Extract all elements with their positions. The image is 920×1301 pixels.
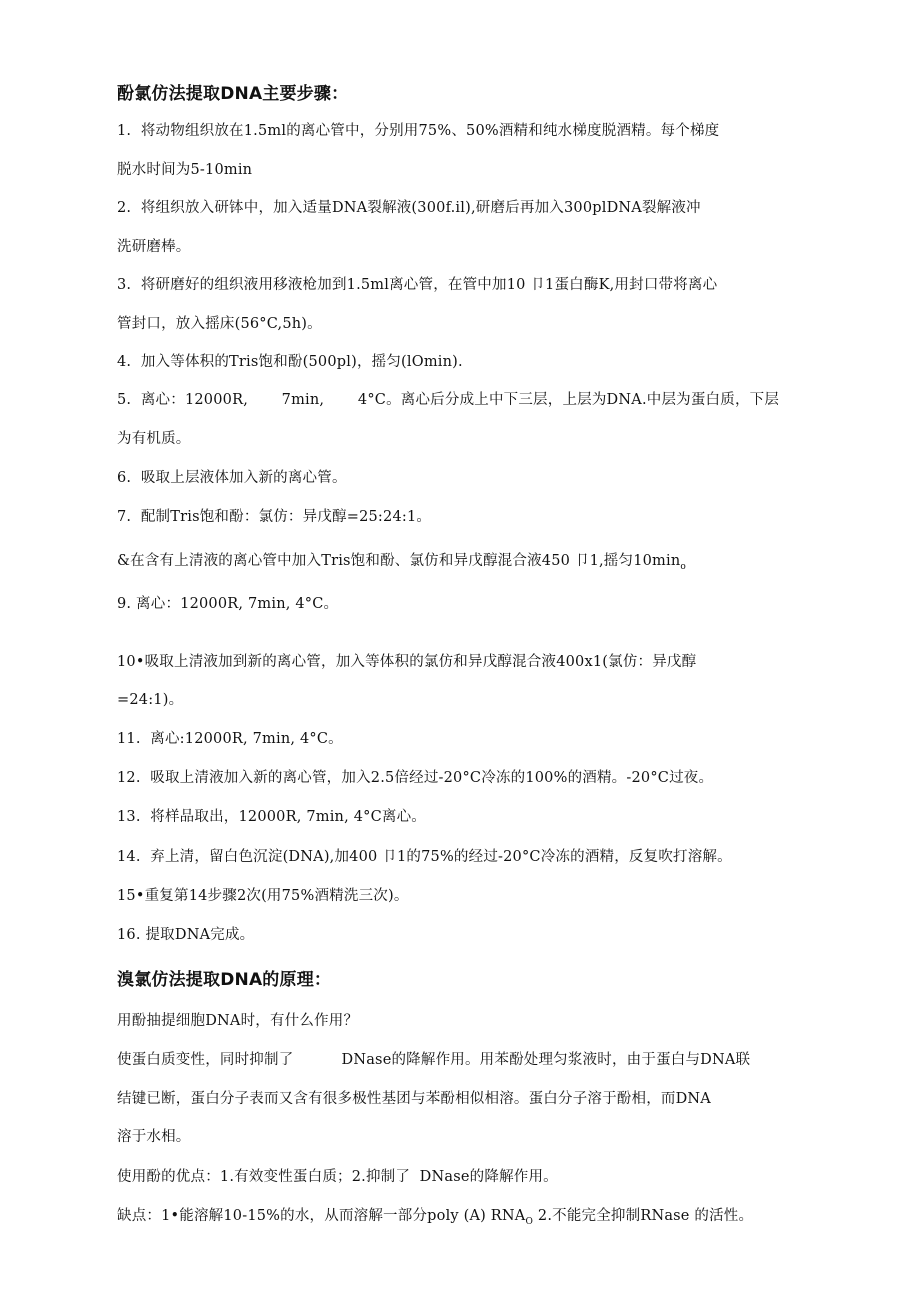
section-title-principle: 溴氯仿法提取DNA的原理： <box>117 970 332 990</box>
step-line: 脱水时间为5-10min <box>117 162 253 178</box>
principle-line: 溶于水相。 <box>117 1129 191 1145</box>
subscript: o <box>680 561 687 572</box>
step-line: 16. 提取DNA完成。 <box>117 927 255 943</box>
step-line: 2. 将组织放入研钵中，加入适量DNA裂解液(300f.il),研磨后再加入300plDNA裂解液冲 <box>117 200 701 216</box>
step-line: 13. 将样品取出，12000R, 7min, 4°C离心。 <box>117 809 426 825</box>
step-text: &在含有上清液的离心管中加入Tris饱和酚、氯仿和异戊醇混合液450 卩1,摇匀10min <box>117 553 681 569</box>
step-line: 15•重复第14步骤2次(用75%酒精洗三次)。 <box>117 888 409 904</box>
step-line: 3. 将研磨好的组织液用移液枪加到1.5ml离心管，在管中加10 卩1蛋白酶K,用封口带将离心 <box>117 277 718 293</box>
step-line: 14. 弃上清，留白色沉淀(DNA),加400 卩1的75%的经过-20°C冷冻的酒精，反复吹打溶解。 <box>117 849 732 865</box>
principle-text: 2.不能完全抑制RNase 的活性。 <box>533 1208 754 1224</box>
step-line: 7. 配制Tris饱和酚：氯仿：异戊醇=25:24:1。 <box>117 509 432 525</box>
principle-text: 缺点：1•能溶解10-15%的水，从而溶解一部分poly (A) RNA <box>117 1208 526 1224</box>
step-line: 为有机质。 <box>117 431 191 447</box>
step-line: 管封口，放入摇床(56°C,5h)。 <box>117 316 322 332</box>
principle-line: 使用酚的优点：1.有效变性蛋白质；2.抑制了 DNase的降解作用。 <box>117 1169 558 1185</box>
section-title-steps: 酚氯仿法提取DNA主要步骤： <box>117 84 349 104</box>
step-line: 洗研磨棒。 <box>117 239 191 255</box>
subscript: O <box>525 1216 534 1227</box>
step-line: 4. 加入等体积的Tris饱和酚(500pl)，摇匀(lOmin). <box>117 354 463 370</box>
step-line: 6. 吸取上层液体加入新的离心管。 <box>117 470 347 486</box>
step-line: 5. 离心：12000R, 7min, 4°C。离心后分成上中下三层，上层为DNA.中层为蛋白质，下层 <box>117 392 780 408</box>
step-line <box>117 551 686 577</box>
principle-line <box>117 1206 753 1232</box>
step-line: 10•吸取上清液加到新的离心管，加入等体积的氯仿和异戊醇混合液400x1(氯仿：异戊醇 <box>117 654 697 670</box>
step-line: 11. 离心:12000R, 7min, 4°C。 <box>117 731 343 747</box>
principle-line: 结键已断，蛋白分子表而又含有很多极性基团与苯酚相似相溶。蛋白分子溶于酚相，而DNA <box>117 1091 711 1107</box>
step-line: 9. 离心：12000R, 7min, 4°C。 <box>117 596 339 612</box>
step-line: =24:1)。 <box>117 692 184 708</box>
principle-line: 使蛋白质变性，同时抑制了 DNase的降解作用。用苯酚处理匀浆液时，由于蛋白与DNA联 <box>117 1052 751 1068</box>
step-line: 12. 吸取上清液加入新的离心管，加入2.5倍经过-20°C冷冻的100%的酒精。-20°C过夜。 <box>117 770 714 786</box>
principle-line: 用酚抽提细胞DNA时，有什么作用？ <box>117 1013 359 1029</box>
step-line: 1. 将动物组织放在1.5ml的离心管中，分别用75%、50%酒精和纯水梯度脱酒精。每个梯度 <box>117 123 720 139</box>
